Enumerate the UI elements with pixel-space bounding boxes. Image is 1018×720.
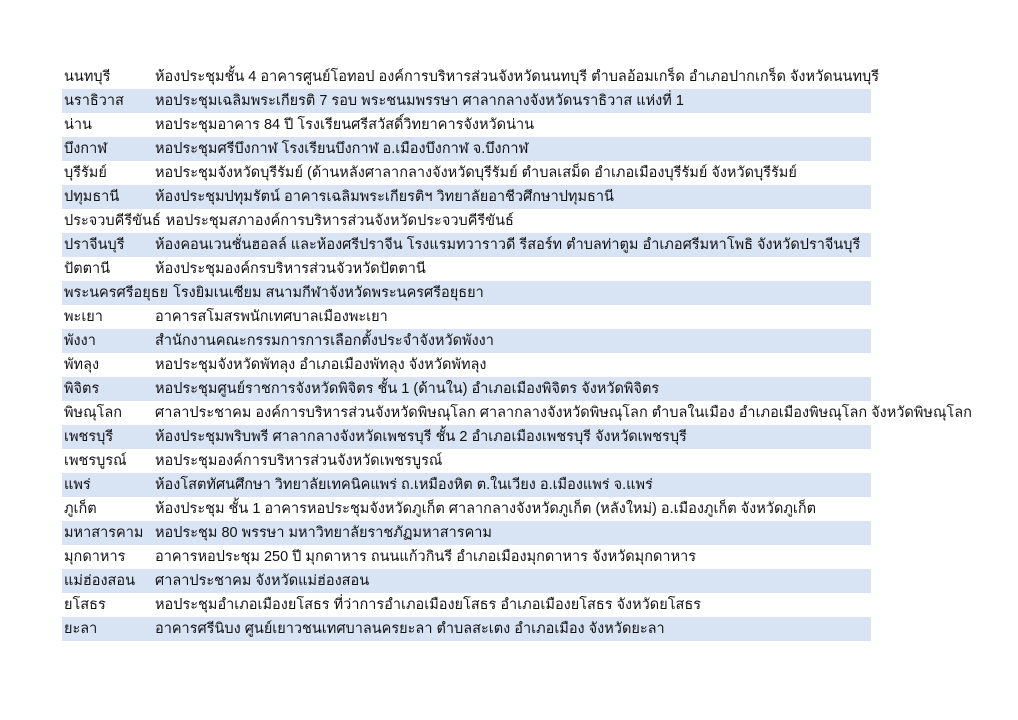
table-row <box>62 89 871 113</box>
venue-cell: หอประชุม 80 พรรษา มหาวิทยาลัยราชภัฏมหาสารคาม <box>155 525 492 541</box>
table-row <box>62 521 871 545</box>
province-cell: ประจวบคีรีขันธ์ <box>64 213 161 229</box>
table-row <box>62 593 871 617</box>
table-row <box>62 473 871 497</box>
province-cell: พะเยา <box>64 309 103 325</box>
venue-cell: สำนักงานคณะกรรมการการเลือกตั้งประจำจังหวัดพังงา <box>155 333 494 349</box>
venue-cell: ศาลาประชาคม จังหวัดแม่ฮ่องสอน <box>155 573 370 589</box>
province-cell: พระนครศรีอยุธย <box>64 285 169 301</box>
table-row <box>62 329 871 353</box>
province-cell: ปราจีนบุรี <box>64 237 125 253</box>
table-row <box>62 425 871 449</box>
venue-cell: อาคารศรีนิบง ศูนย์เยาวชนเทศบาลนครยะลา ตำบลสะเตง อำเภอเมือง จังหวัดยะลา <box>155 621 665 637</box>
table-row <box>62 113 871 137</box>
province-cell: นราธิวาส <box>64 93 124 109</box>
province-cell: พังงา <box>64 333 96 349</box>
province-cell: แพร่ <box>64 477 91 493</box>
venue-cell: ห้องประชุมปทุมรัตน์ อาคารเฉลิมพระเกียรติฯ วิทยาลัยอาชีวศึกษาปทุมธานี <box>155 189 614 205</box>
venue-cell: หอประชุมศรีบึงกาฬ โรงเรียนบึงกาฬ อ.เมืองบึงกาฬ จ.บึงกาฬ <box>155 141 529 157</box>
venue-cell: ห้องประชุม ชั้น 1 อาคารหอประชุมจังหวัดภูเก็ต ศาลากลางจังหวัดภูเก็ต (หลังใหม่) อ.เมืองภูเก็ต จังหวัดภูเก็ต <box>155 501 817 517</box>
venue-cell: ห้องประชุมพริบพรี ศาลากลางจังหวัดเพชรบุรี ชั้น 2 อำเภอเมืองเพชรบุรี จังหวัดเพชรบุรี <box>155 429 687 445</box>
province-cell: ปทุมธานี <box>64 189 120 205</box>
province-cell: น่าน <box>64 117 92 133</box>
venue-cell: หอประชุมองค์การบริหารส่วนจังหวัดเพชรบูรณ์ <box>155 453 443 469</box>
table-row <box>62 377 871 401</box>
table-row <box>62 185 871 209</box>
venue-cell: อาคารสโมสรพนักเทศบาลเมืองพะเยา <box>155 309 388 325</box>
table-row <box>62 65 879 89</box>
venue-cell: ห้องประชุมชั้น 4 อาคารศูนย์โอทอป องค์การบริหารส่วนจังหวัดนนทบุรี ตำบลอ้อมเกร็ด อำเภอปากเกร็ด จังหวัดนนทบุรี <box>155 69 879 85</box>
province-cell: ภูเก็ต <box>64 501 97 517</box>
province-cell: แม่ฮ่องสอน <box>64 573 136 589</box>
venue-cell: หอประชุมอาคาร 84 ปี โรงเรียนศรีสวัสดิ์วิทยาคารจังหวัดน่าน <box>155 117 535 133</box>
venue-cell: โรงยิมเนเซียม สนามกีฬาจังหวัดพระนครศรีอยุธยา <box>173 285 484 301</box>
province-cell: บึงกาฬ <box>64 141 108 157</box>
venue-cell: หอประชุมจังหวัดพัทลุง อำเภอเมืองพัทลุง จังหวัดพัทลุง <box>155 357 487 373</box>
venue-cell: ห้องคอนเวนชั่นฮอลล์ และห้องศรีปราจีน โรงแรมทวาราวดี รีสอร์ท ตำบลท่าตูม อำเภอศรีมหาโพธิ จังหวัดปราจีนบุรี <box>155 237 861 253</box>
table-row <box>62 449 871 473</box>
venue-cell: ห้องโสตทัศนศึกษา วิทยาลัยเทคนิคแพร่ ถ.เหมืองหิต ต.ในเวียง อ.เมืองแพร่ จ.แพร่ <box>155 477 653 493</box>
table-row <box>62 353 871 377</box>
table-row <box>62 497 871 521</box>
venue-table <box>62 65 972 641</box>
venue-cell: หอประชุมศูนย์ราชการจังหวัดพิจิตร ชั้น 1 (ด้านใน) อำเภอเมืองพิจิตร จังหวัดพิจิตร <box>155 381 660 397</box>
venue-cell: หอประชุมอำเภอเมืองยโสธร ที่ว่าการอำเภอเมืองยโสธร อำเภอเมืองยโสธร จังหวัดยโสธร <box>155 597 701 613</box>
province-cell: ยโสธร <box>64 597 106 613</box>
table-row <box>62 137 871 161</box>
province-cell: มหาสารคาม <box>64 525 144 541</box>
province-cell: พัทลุง <box>64 357 100 373</box>
province-cell: เพชรบูรณ์ <box>64 453 127 469</box>
table-row <box>62 209 871 233</box>
venue-cell: หอประชุมจังหวัดบุรีรัมย์ (ด้านหลังศาลากลางจังหวัดบุรีรัมย์ ตำบลเสม็ด อำเภอเมืองบุรีรัมย์ จังหวัดบุรีรัมย์ <box>155 165 797 181</box>
table-row <box>62 569 871 593</box>
venue-cell: ศาลาประชาคม องค์การบริหารส่วนจังหวัดพิษณุโลก ศาลากลางจังหวัดพิษณุโลก ตำบลในเมือง อำเภอเมืองพิษณุโลก จังหวัดพิษณุโลก <box>155 405 972 421</box>
table-row <box>62 617 871 641</box>
venue-cell: หอประชุมเฉลิมพระเกียรติ 7 รอบ พระชนมพรรษา ศาลากลางจังหวัดนราธิวาส แห่งที่ 1 <box>155 93 684 109</box>
province-cell: ปัตตานี <box>64 261 111 277</box>
table-row <box>62 545 871 569</box>
table-row <box>62 401 972 425</box>
table-row <box>62 161 871 185</box>
province-cell: บุรีรัมย์ <box>64 165 107 181</box>
province-cell: พิจิตร <box>64 381 100 397</box>
venue-cell: ห้องประชุมองค์กรบริหารส่วนจัวหวัดปัตตานี <box>155 261 426 277</box>
province-cell: เพชรบุรี <box>64 429 114 445</box>
province-cell: มุกดาหาร <box>64 549 126 565</box>
table-row <box>62 257 871 281</box>
province-cell: นนทบุรี <box>64 69 111 85</box>
province-cell: ยะลา <box>64 621 98 637</box>
province-cell: พิษณุโลก <box>64 405 123 421</box>
venue-cell: อาคารหอประชุม 250 ปี มุกดาหาร ถนนแก้วกินรี อำเภอเมืองมุกดาหาร จังหวัดมุกดาหาร <box>155 549 697 565</box>
venue-cell: หอประชุมสภาองค์การบริหารส่วนจังหวัดประจวบคีรีขันธ์ <box>165 213 514 229</box>
table-row <box>62 305 871 329</box>
table-row <box>62 281 871 305</box>
table-row <box>62 233 871 257</box>
